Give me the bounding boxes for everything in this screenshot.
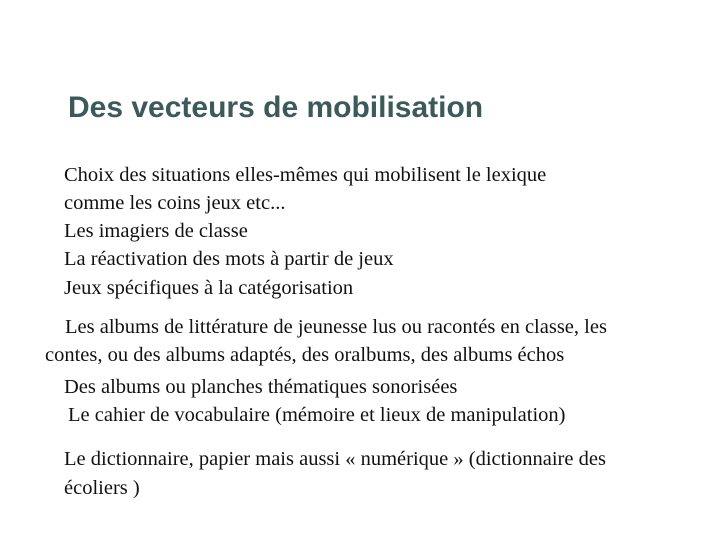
text-line: Le dictionnaire, papier mais aussi « numérique » (dictionnaire des — [64, 448, 606, 470]
text-line: Les imagiers de classe — [64, 220, 248, 242]
text-line: Des albums ou planches thématiques sonorisées — [64, 376, 458, 398]
text-line: Choix des situations elles-mêmes qui mobilisent le lexique — [64, 164, 547, 186]
text-line: Le cahier de vocabulaire (mémoire et lieux de manipulation) — [68, 404, 566, 426]
text-line: Les albums de littérature de jeunesse lus ou racontés en classe, les — [65, 316, 607, 338]
text-line: écoliers ) — [64, 477, 140, 499]
slide-title: Des vecteurs de mobilisation — [68, 91, 484, 124]
text-line: comme les coins jeux etc... — [64, 192, 286, 214]
text-line: La réactivation des mots à partir de jeux — [64, 248, 394, 270]
text-line: Jeux spécifiques à la catégorisation — [64, 277, 354, 299]
text-line: contes, ou des albums adaptés, des oralbums, des albums échos — [45, 344, 565, 366]
